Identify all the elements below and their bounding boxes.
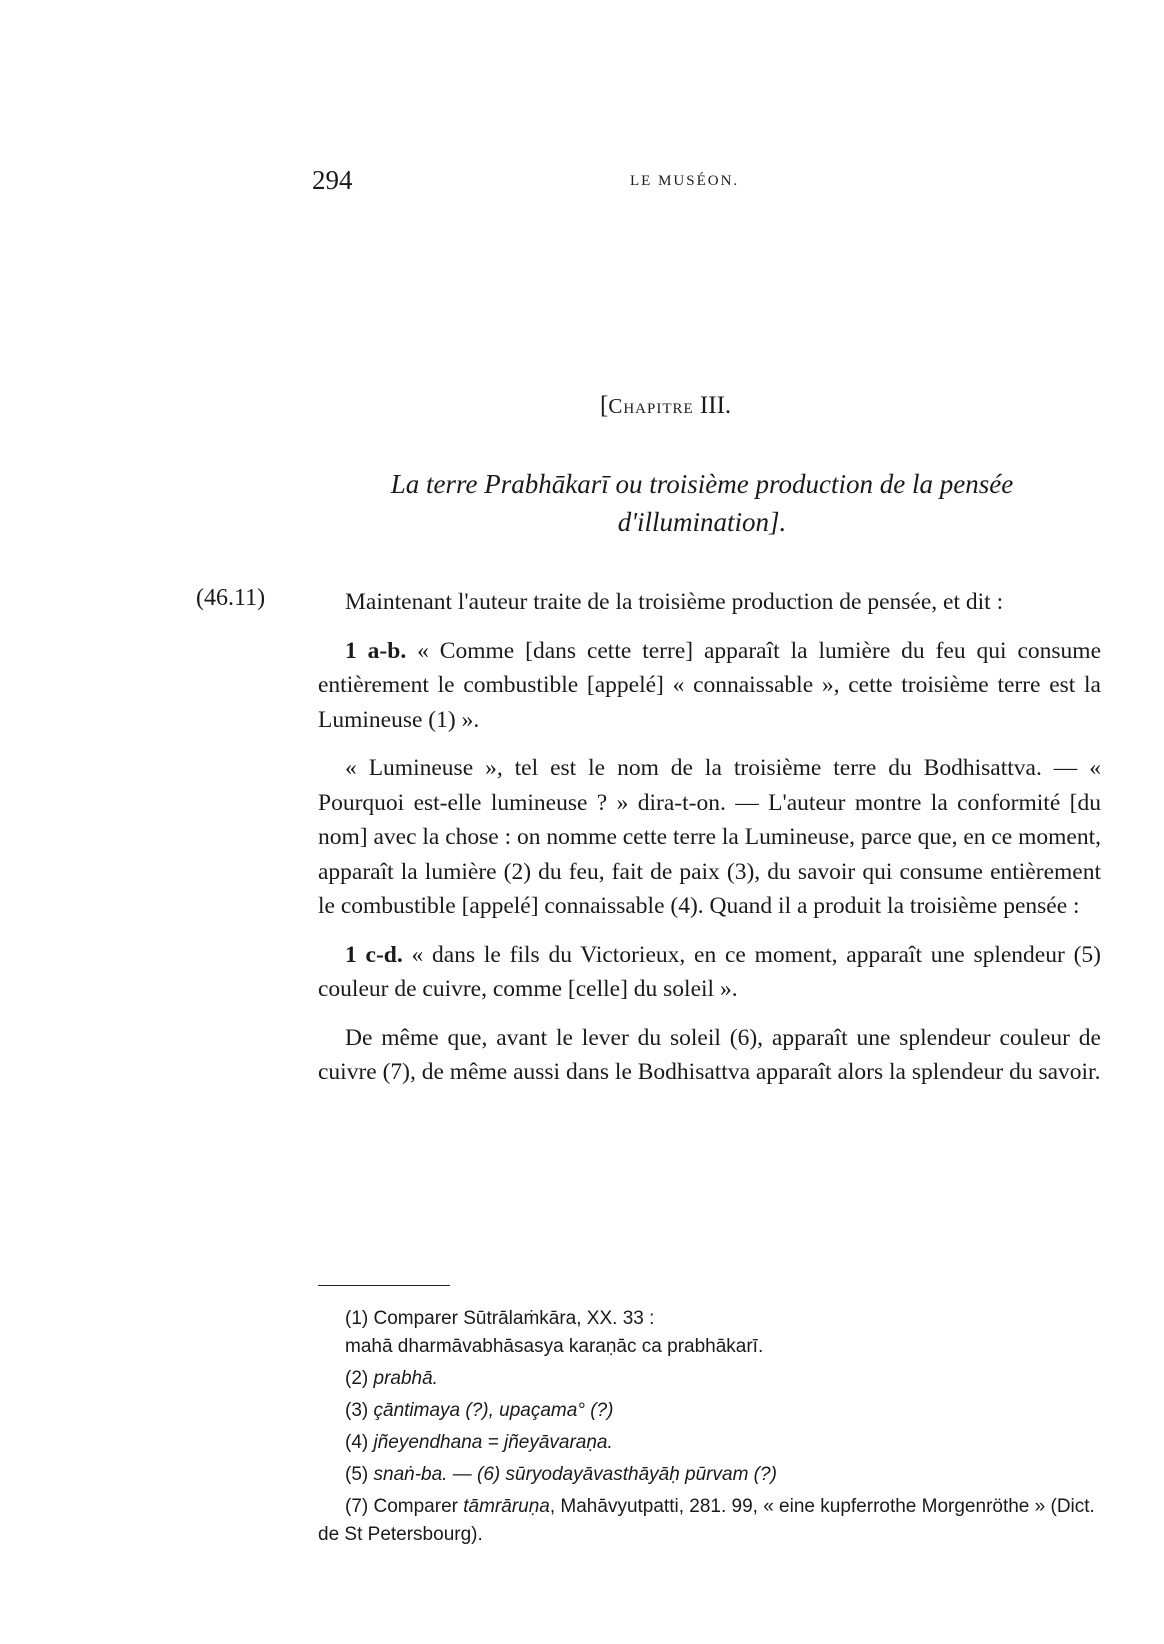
paragraph: « Lumineuse », tel est le nom de la troisième terre du Bodhisattva. — « Pourquoi est-elle lumineuse ? » dira-t-on. — L'auteur montre la conformité [du nom] avec la chose : on nomme cette terre la Lumineuse, parce que, en ce moment, apparaît la lumière (2) du feu, fait de paix (3), du savoir qui consume entièrement le combustible [appelé] connaissable (4). Quand il a produit la troisième pensée :: [318, 755, 1102, 919]
marginal-reference: (46.11): [196, 585, 266, 611]
footnote-rule: [318, 1285, 450, 1286]
footnote: [318, 1429, 1108, 1457]
body-text: [318, 585, 1101, 1104]
heading-word: Chapitre: [608, 394, 694, 418]
footnotes: [318, 1305, 1108, 1553]
chapter-heading: [600, 392, 731, 420]
footnote-text: çāntimaya (?), upaçama° (?): [373, 1400, 614, 1421]
footnote-continuation: mahā dharmāvabhāsasya karaṇāc ca prabhākarī.: [345, 1336, 764, 1357]
footnote-text: (7) Comparer: [345, 1496, 464, 1517]
running-head: [312, 165, 1102, 195]
footnote-number: (2): [345, 1368, 374, 1389]
chapter-title-line: d'illumination].: [617, 507, 787, 537]
verse-text: « Comme [dans cette terre] apparaît la lumière du feu qui consume entièrement le combustible [appelé] « connaissable », cette troisième terre est la Lumineuse (1) ».: [318, 637, 1101, 733]
verse-text: « dans le fils du Victorieux, en ce moment, apparaît une splendeur (5) couleur de cuivre, comme [celle] du soleil ».: [318, 941, 1101, 1002]
footnote: [318, 1397, 1108, 1425]
verse-label: 1 a-b.: [345, 637, 407, 664]
footnote-text: prabhā.: [373, 1368, 438, 1389]
paragraph: Maintenant l'auteur traite de la troisième production de pensée, et dit :: [345, 589, 1004, 615]
verse-paragraph: [318, 634, 1101, 738]
verse-paragraph: [318, 938, 1101, 1007]
footnote: [318, 1365, 1108, 1393]
verse-label: 1 c-d.: [345, 941, 403, 968]
footnote: [318, 1461, 1108, 1489]
footnote-text: , Mahāvyutpatti, 281. 99, « eine kupferrothe Morgenröthe » (Dict. de St Petersbourg).: [318, 1496, 1095, 1545]
footnote-text: snaṅ-ba. — (6) sūryodayāvasthāyāḥ pūrvam (?): [373, 1464, 777, 1485]
chapter-title: [312, 465, 1092, 541]
footnote-number: (3): [345, 1400, 374, 1421]
heading-number: III.: [693, 392, 732, 419]
footnote: [318, 1493, 1108, 1549]
chapter-title-line: La terre Prabhākarī ou troisième production de la pensée: [390, 469, 1014, 499]
footnote-text: jñeyendhana = jñeyāvaraṇa.: [373, 1432, 613, 1453]
heading-bracket: [: [600, 392, 609, 419]
footnote: (1) Comparer Sūtrālaṁkāra, XX. 33 :: [345, 1308, 655, 1329]
footnote-number: (4): [345, 1432, 374, 1453]
page-number: 294: [312, 165, 353, 195]
running-title: LE MUSÉON.: [630, 173, 740, 189]
footnote-italic: tāmrāruṇa: [463, 1496, 550, 1517]
footnote-number: (5): [345, 1464, 374, 1485]
paragraph: De même que, avant le lever du soleil (6), apparaît une splendeur couleur de cuivre (7), de même aussi dans le Bodhisattva apparaît alors la splendeur du savoir.: [318, 1024, 1101, 1085]
